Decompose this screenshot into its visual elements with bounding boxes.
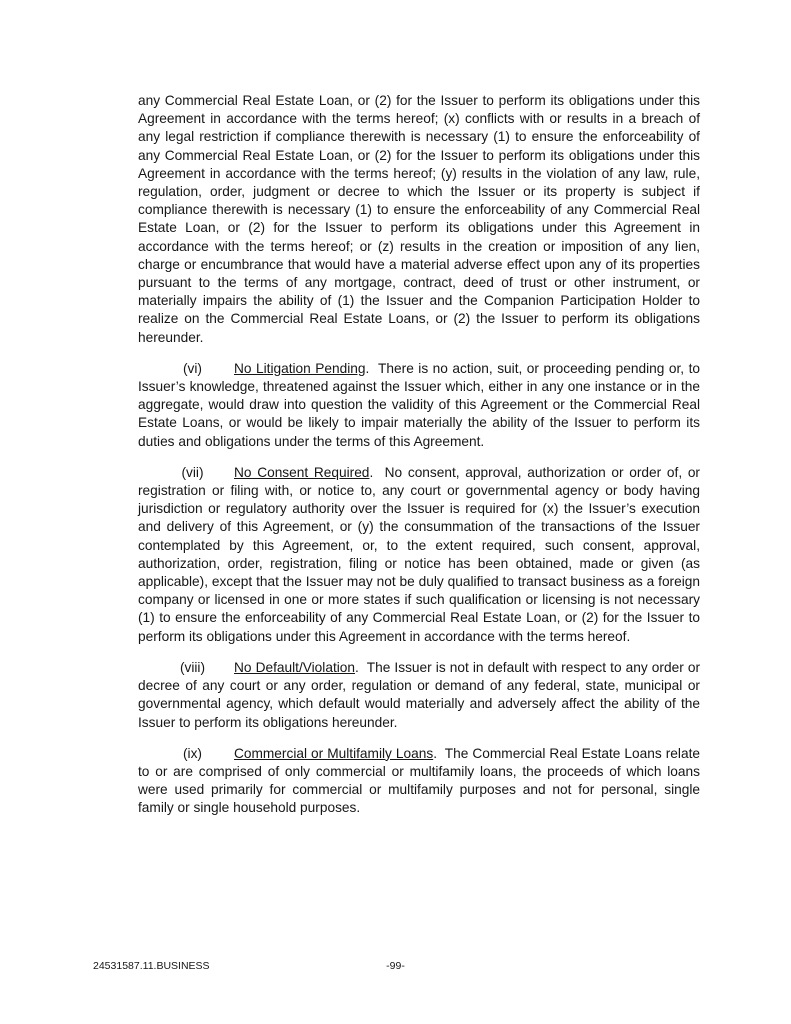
paragraph-body-text: The Commercial Real Estate Loans relate to or are comprised of only commercial or multifamily loans, the proceeds of which loans were used primarily for commercial or multifamily purposes and not for personal, single family or single household purposes. [138, 745, 700, 816]
paragraph-number: (ix) [182, 745, 202, 761]
heading-separator: . [365, 360, 379, 376]
document-id: 24531587.11.BUSINESS [93, 960, 210, 972]
document-body [138, 92, 700, 831]
paragraph-number: (vi) [182, 360, 202, 376]
paragraph-heading: No Default/Violation [234, 659, 356, 675]
paragraph-number: (vii) [181, 464, 204, 480]
heading-separator: . [433, 745, 445, 761]
page-number: -99- [386, 960, 405, 972]
page-footer [0, 959, 791, 975]
paragraph-continuation [138, 92, 700, 347]
paragraph-viii [138, 659, 700, 732]
paragraph-body-text: The Issuer is not in default with respect to any order or decree of any court or any order, regulation or demand of any federal, state, municipal or governmental agency, which default would materially and adversely affect the ability of the Issuer to perform its obligations hereunder. [138, 659, 701, 730]
paragraph-ix [138, 745, 700, 818]
paragraph-heading: No Litigation Pending [234, 360, 366, 376]
paragraph-body-text: No consent, approval, authorization or order of, or registration or filing with, or notice to, any court or governmental agency or body having jurisdiction or regulatory authority over the Issuer is required for (x) the Issuer’s execution and delivery of this Agreement, or (y) the consummation of the transactions of the Issuer contemplated by this Agreement, or, to the extent required, such consent, approval, authorization, order, registration, filing or notice has been obtained, made or given (as applicable), except that the Issuer may not be duly qualified to transact business as a foreign company or licensed in one or more states if such qualification or licensing is not necessary (1) to ensure the enforceability of any Commercial Real Estate Loan, or (2) for the Issuer to perform its obligations under this Agreement in accordance with the terms hereof. [138, 464, 700, 644]
paragraph-vi [138, 360, 700, 451]
paragraph-heading: No Consent Required [234, 464, 370, 480]
paragraph-heading: Commercial or Multifamily Loans [234, 745, 434, 761]
paragraph-vii [138, 464, 700, 646]
paragraph-number: (viii) [179, 659, 206, 675]
heading-separator: . [355, 659, 367, 675]
heading-separator: . [369, 464, 385, 480]
paragraph-body-text: There is no action, suit, or proceeding pending or, to Issuer’s knowledge, threatened against the Issuer which, either in any one instance or in the aggregate, would draw into question the validity of this Agreement or the Commercial Real Estate Loans, or would be likely to impair materially the ability of the Issuer to perform its duties and obligations under the terms of this Agreement. [138, 360, 700, 449]
paragraph-body-text: any Commercial Real Estate Loan, or (2) for the Issuer to perform its obligations under this Agreement in accordance with the terms hereof; (x) conflicts with or results in a breach of any legal restriction if compliance therewith is necessary (1) to ensure the enforceability of any Commercial Real Estate Loan, or (2) for the Issuer to perform its obligations under this Agreement in accordance with the terms hereof; (y) results in the violation of any law, rule, regulation, order, judgment or decree to which the Issuer or its property is subject if compliance therewith is necessary (1) to ensure the enforceability of any Commercial Real Estate Loan, or (2) for the Issuer to perform its obligations under this Agreement in accordance with the terms hereof; or (z) results in the creation or imposition of any lien, charge or encumbrance that would have a material adverse effect upon any of its properties pursuant to the terms of any mortgage, contract, deed of trust or other instrument, or materially impairs the ability of (1) the Issuer and the Companion Participation Holder to realize on the Commercial Real Estate Loans, or (2) the Issuer to perform its obligations hereunder. [138, 93, 700, 345]
